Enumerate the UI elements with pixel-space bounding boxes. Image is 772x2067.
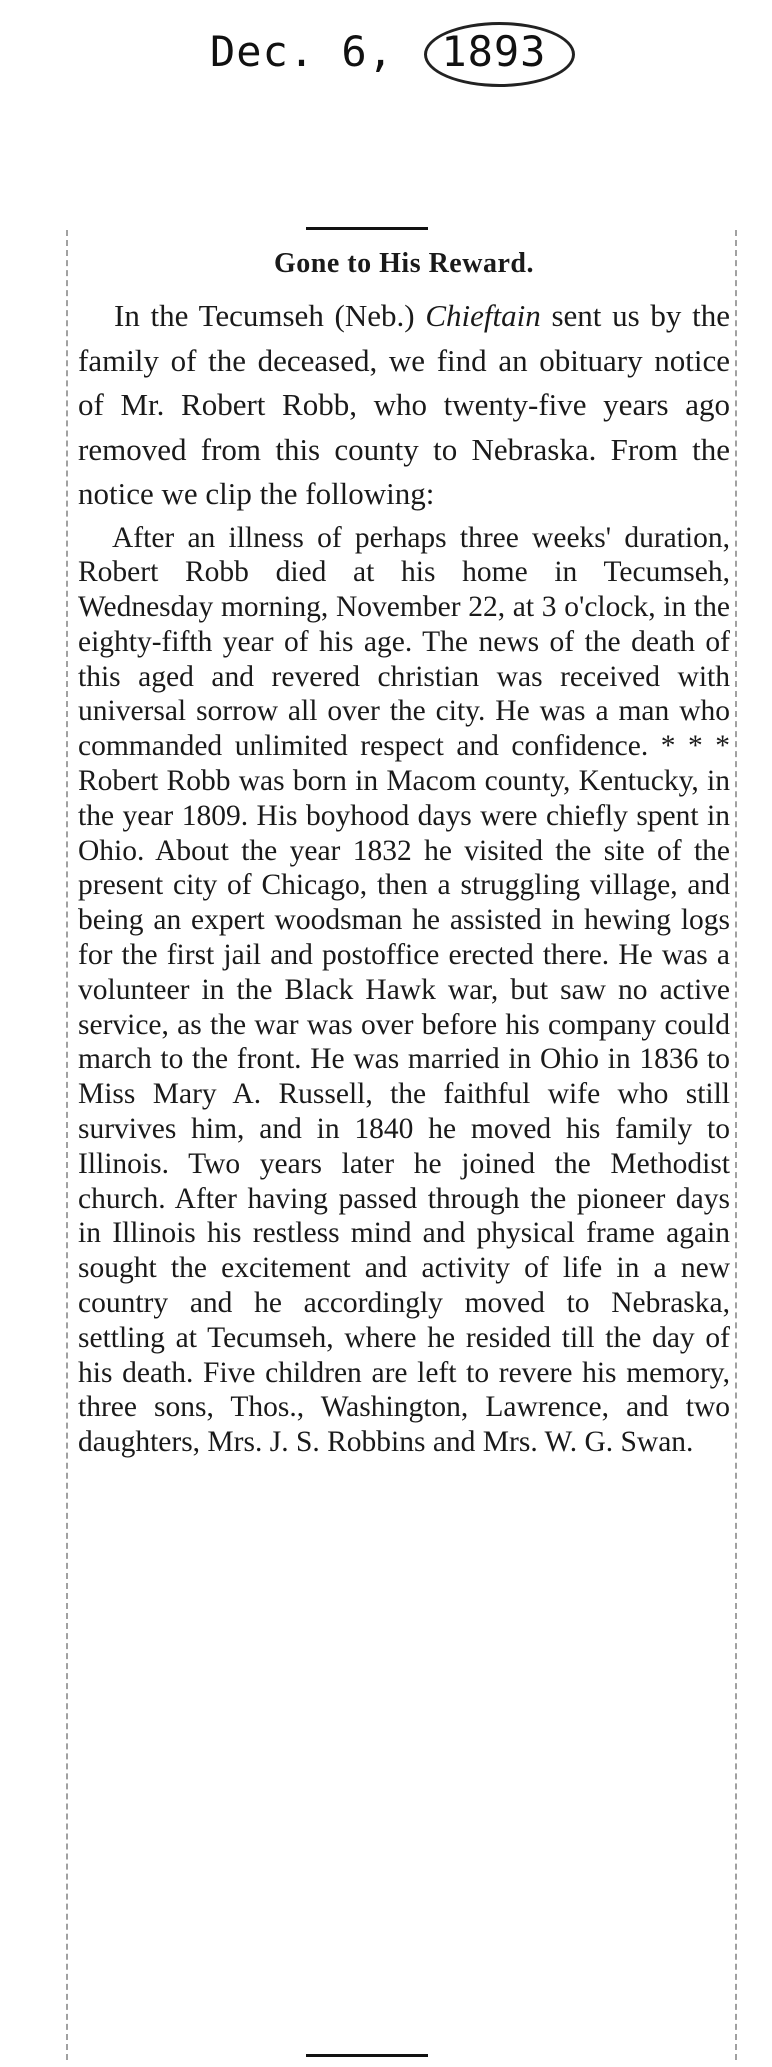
article-lead-paragraph: [78, 294, 730, 517]
date-text: Dec. 6,: [210, 27, 395, 76]
article-headline: Gone to His Reward.: [274, 248, 534, 279]
circled-year: 1893: [424, 22, 575, 87]
bottom-rule-divider: [306, 2054, 428, 2057]
date-annotation: [210, 22, 575, 87]
clipping-right-edge: [735, 230, 737, 2060]
lead-text-end: sent us by the family of the deceased, we find an obituary notice of Mr. Robert Robb, who twenty-five years ago removed from this county to Nebraska. From the notice we clip the following:: [78, 298, 731, 511]
clipping-left-edge: [66, 230, 68, 2060]
article-body-paragraph: After an illness of perhaps three weeks' duration, Robert Robb died at his home in Tecumseh, Wednesday morning, November 22, at 3 o'clock, in the eighty-fifth year of his age. The news of the death of this aged and revered christian was received with universal sorrow all over the city. He was a man who commanded unlimited respect and confidence. * * * Robert Robb was born in Macom county, Kentucky, in the year 1809. His boyhood days were chiefly spent in Ohio. About the year 1832 he visited the site of the present city of Chicago, then a struggling village, and being an expert woodsman he assisted in hewing logs for the first jail and postoffice erected there. He was a volunteer in the Black Hawk war, but saw no active service, as the war was over before his company could march to the front. He was married in Ohio in 1836 to Miss Mary A. Russell, the faithful wife who still survives him, and in 1840 he moved his family to Illinois. Two years later he joined the Methodist church. After having passed through the pioneer days in Illinois his restless mind and physical frame again sought the excitement and activity of life in a new country and he accordingly moved to Nebraska, settling at Tecumseh, where he resided till the day of his death. Five children are left to revere his memory, three sons, Thos., Washington, Lawrence, and two daughters, Mrs. J. S. Robbins and Mrs. W. G. Swan.: [78, 521, 730, 1459]
lead-text-start: In the Tecumseh (Neb.): [114, 298, 415, 333]
newspaper-clipping: [78, 248, 730, 1460]
top-rule-divider: [306, 227, 428, 230]
newspaper-name: Chieftain: [425, 298, 541, 333]
